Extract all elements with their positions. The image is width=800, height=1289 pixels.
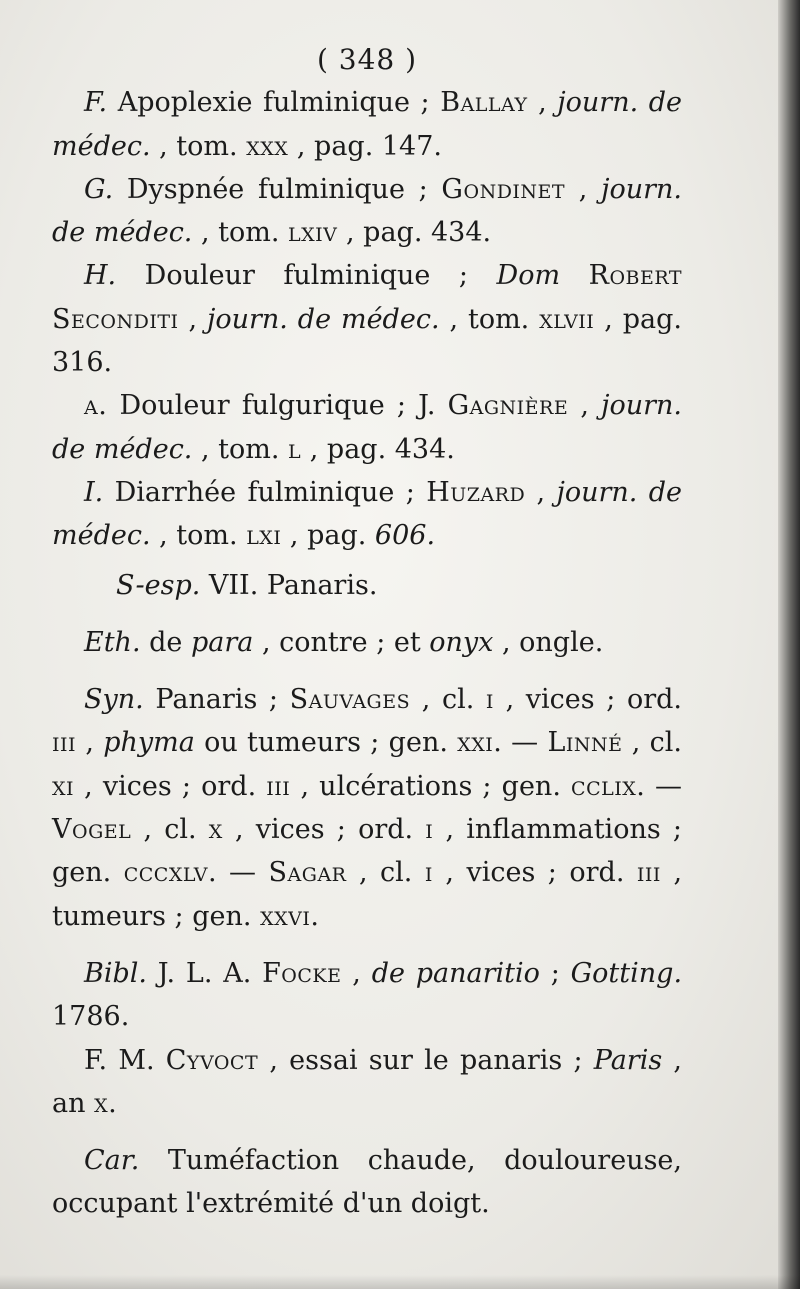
italic-run: Dom [496,260,561,292]
text-run: , cl. [131,814,209,846]
italic-run: para [190,626,254,658]
small-caps-run: Linné [547,727,623,759]
bibliography-entry-2 [52,1039,682,1126]
text-run: , pag. 316. [52,303,682,379]
italic-run: Eth. [84,626,141,658]
small-caps-run: lxiv [288,217,338,249]
italic-run: Paris [593,1044,663,1076]
text-run: Diarrhée fulminique ; [103,476,427,508]
italic-run: de panaritio [371,957,540,989]
small-caps-run: Robert Seconditi [52,260,682,335]
italic-run: phyma [103,727,195,759]
text-run: , tumeurs ; gen. [52,857,683,932]
italic-run: H. [84,260,117,292]
text-run: , cl. [410,684,486,716]
small-caps-run: xi [52,770,75,802]
italic-run: 606. [374,520,436,552]
small-caps-run: Focke [262,957,342,989]
italic-run: Gotting. [570,957,683,989]
text-run: , [178,303,207,335]
small-caps-run: xlvii [539,303,595,335]
text-run: , pag. [281,520,375,552]
small-caps-run: Vogel [52,814,132,846]
small-caps-run: iii [52,727,77,759]
text-run: , cl. [622,727,682,759]
italic-run: journ. de médec. [52,390,683,465]
text-run [560,260,589,291]
text-run: . — [636,770,683,802]
italic-run: onyx [429,626,494,658]
small-caps-run: Ballay [440,87,528,119]
small-caps-run: cccxlv [123,857,208,889]
italic-run: Bibl. [84,957,147,989]
text-run: , contre ; et [253,626,430,658]
text-run: Dyspnée fulminique ; [113,173,442,205]
text-run: J. L. A. [146,957,263,989]
small-caps-run: Gagnière [447,390,569,422]
page-text [52,38,682,1226]
page-binding-shadow [778,0,800,1289]
italic-run: G. [84,173,114,205]
text-run: , essai sur le panaris ; [258,1044,594,1076]
text-run: , cl. [346,857,425,889]
text-run: , vices ; ord. [222,814,426,846]
small-caps-run: Sauvages [289,684,411,716]
text-run: , [341,957,372,989]
text-run: Apoplexie fulminique ; [107,87,441,119]
text-run: , vices ; ord. [432,857,637,889]
text-run: , [527,87,558,119]
text-run: VII. Panaris. [200,569,378,601]
text-run: , [76,727,104,759]
text-run: . — [493,727,548,759]
small-caps-run: i [425,814,434,846]
text-run: , tom. [150,130,247,162]
page-bottom-shadow [0,1275,800,1289]
text-run: Tuméfaction chaude, douloureuse, occupant l'extrémité d'un doigt. [52,1145,682,1220]
small-caps-run: l [288,433,302,465]
italic-run: S-esp. [116,569,201,601]
text-run: , an [52,1044,682,1119]
entry-g [52,168,682,255]
small-caps-run: x [94,1087,109,1119]
small-caps-run: xxvi [260,900,311,932]
entry-f [52,81,682,168]
italic-run: Car. [84,1145,140,1177]
text-run: Douleur fulgurique ; J. [107,390,448,422]
italic-run: Syn. [84,684,144,716]
text-run: , vices ; ord. [493,684,683,716]
text-run: , ongle. [493,626,604,658]
text-run: . [310,900,319,932]
text-run: , pag. 147. [288,130,442,162]
text-run: . [108,1087,117,1119]
small-caps-run: Huzard [426,476,526,508]
entry-h [52,254,682,384]
text-run: , inflammations ; gen. [52,814,682,889]
text-run: . — [207,857,269,889]
italic-run: journ. de médec. [52,476,682,552]
small-caps-run: Cyvoct [165,1044,259,1076]
text-run: Panaris ; [143,684,290,716]
small-caps-run: i [485,684,494,716]
text-run: ; [539,957,571,989]
text-run: , [565,173,602,205]
text-run: , tom. [439,303,540,335]
small-caps-run: lxi [246,520,282,552]
italic-run: journ. de médec. [52,87,682,162]
small-caps-run: iii [636,857,661,889]
bibliography-entry-1 [52,952,682,1039]
small-caps-run: i [424,857,433,889]
text-run: , pag. 434. [337,217,492,249]
small-caps-run: cclix [571,770,637,802]
text-run: , tom. [192,217,289,249]
page-number: ( 348 ) [316,43,418,76]
text-run: , tom. [192,433,289,465]
entry-a [52,384,682,471]
small-caps-run: x [208,814,223,846]
synonymy-paragraph [52,678,682,938]
characters-paragraph [52,1139,682,1226]
text-run: , pag. 434. [301,433,455,465]
small-caps-run: xxi [457,727,494,759]
text-run: 1786. [52,1001,130,1033]
italic-run: I. [84,476,104,508]
text-run: de [140,626,191,658]
etymology-paragraph [52,621,682,664]
small-caps-run: iii [266,770,291,802]
text-run: , vices ; ord. [74,770,267,802]
small-caps-run: xxx [246,130,289,162]
small-caps-run: Sagar [268,857,347,889]
text-run: , [525,476,557,508]
entry-i [52,471,682,558]
italic-run: journ. de médec. [206,303,440,335]
text-run: , tom. [150,520,247,552]
text-run: ou tumeurs ; gen. [194,727,458,759]
text-run: F. M. [84,1044,166,1076]
italic-run: journ. de médec. [52,173,682,249]
text-run: , ulcérations ; gen. [290,770,572,802]
text-run: Douleur fulminique ; [116,260,497,292]
italic-run: F. [84,87,108,119]
subspecies-heading [52,564,682,607]
small-caps-run: a. [84,390,108,422]
text-run: , [568,390,602,422]
small-caps-run: Gondinet [441,173,566,205]
